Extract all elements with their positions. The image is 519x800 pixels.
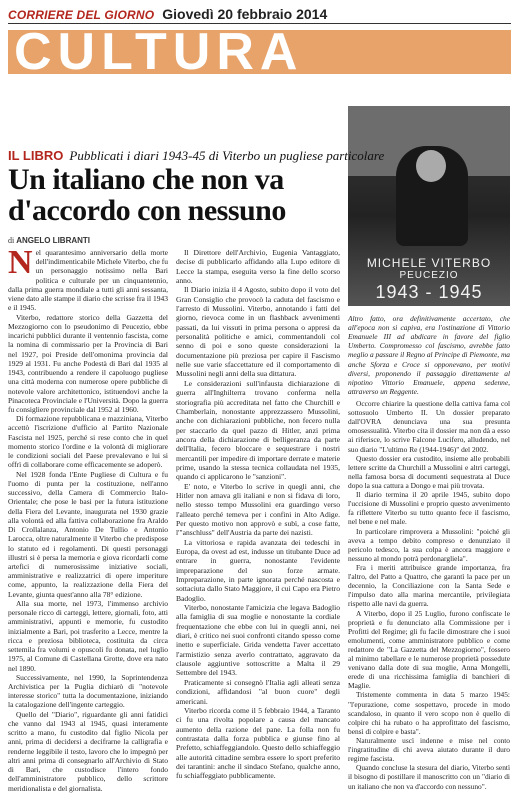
paragraph: el quarantesimo anniversario della morte dell'indimenticabile Michele Viterbo, che fu un personaggio notissimo nella Bari politica e culturale per un cinquantennio, dalla prima guerra mondiale a tutti gli anni sessanta, viene dato alle stampe il diario che scrisse fra il 1943 e il 1945. [8,248,168,313]
article-column-2 [176,248,340,796]
paragraph: La vittoriosa e rapida avanzata dei tedeschi in Europa, da ovest ad est, indusse un titubante Duce ad entrare in guerra, nonostante l'evidente impreparazione del suo forze armate. Impreparazione, in parte ignorata perché nascosta e sottaciuta dallo Stato Maggiore, il cui Capo era Pietro Badoglio. [176,537,340,603]
paragraph: Il Diario inizia il 4 Agosto, subito dopo il voto del Gran Consiglio che provocò la caduta del fascismo e l'arresto di Mussolini. Viterbo, annotando i fatti del giorno, rievoca come in un flashback avvenimenti passati, da lui vissuti in prima persona o appresi da personalità politiche e amici, commentandoli col senno di poi e sono queste considerazioni la documentazione più preziosa per capire il Fascismo nelle sue varie sfaccettature ed il comportamento di Mussolini negli anni della sua dittatura. [176,285,340,379]
newspaper-name: CORRIERE DEL GIORNO [8,8,155,22]
book-cover-photo [348,106,510,306]
paragraph: Questo dossier era custodito, insieme alle probabili lettere scritte da Churchill a Mussolini e altri carteggi, nella famosa borsa di documenti sequestrata al Duce dopo la sua cattura a Dongo e mai più trovata. [348,453,510,490]
paragraph: Il Direttore dell'Archivio, Eugenia Vantaggiato, decise di pubblicarlo affidando alla Lupo editore di Lecce la stampa, eseguita verso la fine dello scorso anno. [176,248,340,286]
paragraph: Alla sua morte, nel 1973, l'immenso archivio personale ricco di carteggi, lettere, giornali, foto, atti amministrativi, appunti e memorie, fu custodito inizialmente a Bari, poi trasferito a Lecce, mentre la ricca e preziosa biblioteca, costituita da circa settemila fra volumi e opuscoli fu donata, nel luglio 1975, al Comune di Castellana Grotte, dove era nato nel 1890. [8,598,168,673]
paragraph: Nel 1928 fonda l'Ente Pugliese di Cultura e fu l'uomo di punta per la costituzione, nell'anno successivo, della Camera di Commercio Italo-Orientale; che pose le basi per la futura istituzione della Fiera del Levante, inaugurata nel 1930 grazie alla volontà ed alla fattiva collaborazione fra Araldo Di Crollalanza, Antonio De Tullio e Antonio Larocca, oltre naturalmente il Viterbo che predispose lo statuto ed i regolamenti. Di questi personaggi illustri si è persa la memoria e giova ricordarli come artefici di numerosissime iniziative sociali, amministrative e realizzatrici di opere imperiture come, appunto, la realizzazione della Fiera del Levante, giunta quest'anno alla 78° edizione. [8,469,168,599]
paragraph: In particolare rimprovera a Mussolini: "poiché gli aveva a tempo debito compreso e denunziato il pericolo tedesco, la sua colpa è ancora maggiore e nessuno al mondo potrà perdonargliela". [348,526,510,563]
paragraph: Il diario termina il 20 aprile 1945, subito dopo l'uccisione di Mussolini e proprio questo avvenimento fa riflettere Viterbo su tutto quanto fece il fascismo, nel bene e nel male. [348,490,510,527]
paragraph: Viterbo, nonostante l'amicizia che legava Badoglio alla famiglia di sua moglie e nonostante la cordiale frequentazione che ebbe con lui in quegli anni, nei diari, è critico nei suoi confronti citando spesso come inetto e superficiale. Grida vendetta l'aver accettato l'armistizio senza averlo contrattato, aggravato da clausole aggiuntive sottoscritte a Malta il 29 Settembre del 1943. [176,603,340,678]
section-title: CULTURA [14,30,304,74]
article-column-3 [348,314,510,796]
paragraph: Di formazione repubblicana e mazziniana, Viterbo accettò l'iscrizione d'ufficio al Partito Nazionale Fascista nel 1925, perché si rese conto che in quel momento storico l'ordine e la volontà di migliorare le condizioni sociali del Paese prevalevano e lui si offrì di collaborare come efficacemente se adoperò. [8,414,168,470]
paragraph: Quando concluse la stesura del diario, Viterbo sentì il bisogno di postillare il manoscritto con un "diario di un italiano che non va d'accordo con nessuno". [348,763,510,791]
cover-title: PEUCEZIO [399,270,459,281]
paragraph: Naturalmente uscì indenne e mise nel conto l'ingratitudine di chi aveva aiutato durante il duro regime fascista. [348,736,510,764]
masthead [8,6,511,24]
paragraph: A Viterbo, dopo il 25 Luglio, furono confiscate le proprietà e fu denunciato alla Commissione per i Profitti del Regime; gli fu facile dimostrare che i suoi emolumenti, come amministratore pubblico e come redattore de "La Gazzetta del Mezzogiorno", fossero al minimo tabellare e le numerose proprietà possedute venivano dalla dote di sua moglie, Anna Mongelli, erede di una ricchissima famiglia di banchieri di Maglie. [348,608,510,691]
paragraph: Occorre chiarire la questione della cattiva fama col sottosuolo Umberto II. Un dossier preparato dall'OVRA denunciava una sua presunta omosessualità. Viterbo cita il dossier ma non dà a esso ai riferisce, lo scrive Falcone Lucifero, alludendo, nel suo diario "L'ultimo Re (1944-1946)" del 2002. [348,398,510,454]
portrait-head [416,150,446,182]
cover-years: 1943 - 1945 [375,282,483,302]
section-band [8,30,511,74]
paragraph: Fra i meriti attribuisce grande importanza, fra l'altro, del Patto a Quattro, che garantì la pace per un decennio, la Conciliazione con la Santa Sede e l'impulso dato alla marina mercantile, privilegiata rispetto alle navi da guerra. [348,562,510,609]
paragraph: E' noto, e Viterbo lo scrive in quegli anni, che Hitler non amava gli italiani e non si fidava di loro, nello stesso tempo Mussolini era guardingo verso l'alleato perché temeva per i confini in Alto Adige. Per questo motivo non approvò e subì, a cose fatte, l'"anschluss" dell'Austria da parte dei nazisti. [176,481,340,538]
kicker-label: IL LIBRO [8,148,64,163]
article-column-1 [8,244,168,796]
byline-author: ANGELO LIBRANTI [16,236,91,245]
paragraph: Viterbo ricorda come il 5 febbraio 1944, a Taranto ci fu una rivolta popolare a causa del mancato aumento della razione del pane. La folla non fu contrastata dalla forza pubblica e giunse fino al Prefetto, schiaffeggiandolo. Questo dello schiaffeggio alle autorità cittadine sembra essere lo sport preferito dei tarantini: anche il sindaco Stefano, qualche anno, fu schiaffeggiato pubblicamente. [176,705,340,781]
paragraph: Le considerazioni sull'infausta dichiarazione di guerra all'Inghilterra trovano conferma nella storiografia più accreditata nel fatto che Churchill e Chamberlain, nonostante apprezzassero Mussolini, anche con dichiarazioni pubbliche, non fecero nulla per staccarlo da quel pazzo di Hitler, anzi prima ancora della dichiarazione di belligeranza da parte dell'Italia, fecero bloccare e sequestrare i nostri mercantili per impedire di importare derrate e materie prime, usando la stessa tecnica collaudata nel 1935, quando ci applicarono le "sanzioni". [176,378,340,482]
kicker-text: Pubblicati i diari 1943-45 di Viterbo un pugliese particolare [69,148,385,163]
byline-prefix: di [8,236,15,245]
paragraph: Quello del "Diario", riguardante gli anni fatidici che vanno dal 1943 al 1945, quasi interamente scritto a mano, fu custodito dal figlio Nicola per anni, prima di decidersi a decifrarne la calligrafia e renderne leggibile il testo, lavoro che lo impegnò per altri anni prima di consegnarlo all'Archivio di Stato di Bari, che custodisce l'intero fondo dell'amministratore pubblico, dello scrittore meridionalista e del giornalista. [8,709,168,793]
paragraph: Altro fatto, ora definitivamente accertato, che all'epoca non si capiva, era l'ostinazione di Vittorio Emanuele III ad abdicare in favore del figlio Umberto. Compromesso col fascismo, avrebbe fatto meglio a passare il Regno al Principe di Piemonte, ma anche Sforza e Croce si opponevano, per motivi diversi, proponendo il passaggio direttamente al nipotino Vittorio Emanuele, appena sedenne, attraverso un Reggente. [348,314,510,396]
paragraph: Successivamente, nel 1990, la Soprintendenza Archivistica per la Puglia dichiarò di "notevole interesse storico" tutta la documentazione, iniziando la catalogazione dell'ingente carteggio. [8,672,168,710]
cover-author: MICHELE VITERBO [366,256,492,270]
paragraph: Praticamente si consegnò l'Italia agli alleati senza condizioni, affidandosi "al buon cuore" degli americani. [176,677,340,706]
headline: Un italiano che non va d'accordo con nessuno [8,163,286,227]
drop-cap: N [8,244,33,281]
issue-date: Giovedì 20 febbraio 2014 [162,6,328,22]
paragraph: Viterbo, redattore storico della Gazzetta del Mezzogiorno con lo pseudonimo di Peucezio, ebbe incarichi pubblici durante il ventennio fascista, come la nomina di commissario per la Provincia di Bari nel 1927, poi Preside dell'omonima provincia dal 1929 al 1931. Fu anche Podestà di Bari dal 1935 al 1943, contribuendo a rendere il capoluogo pugliese una città moderna con numerose opere pubbliche di notevole valore architettonico, istituendovi anche la Pinacoteca Provinciale e l'Università. Dopo la guerra fu consigliere provinciale dal 1952 al 1960. [8,312,168,414]
paragraph: Tristemente commenta in data 5 marzo 1945: "l'epurazione, come sospettavo, procede in modo scandaloso, in quanto il vero scopo non è quello di colpire chi ha rubato o ha approfittato del fascismo, bensì di colpire e basta". [348,690,510,736]
